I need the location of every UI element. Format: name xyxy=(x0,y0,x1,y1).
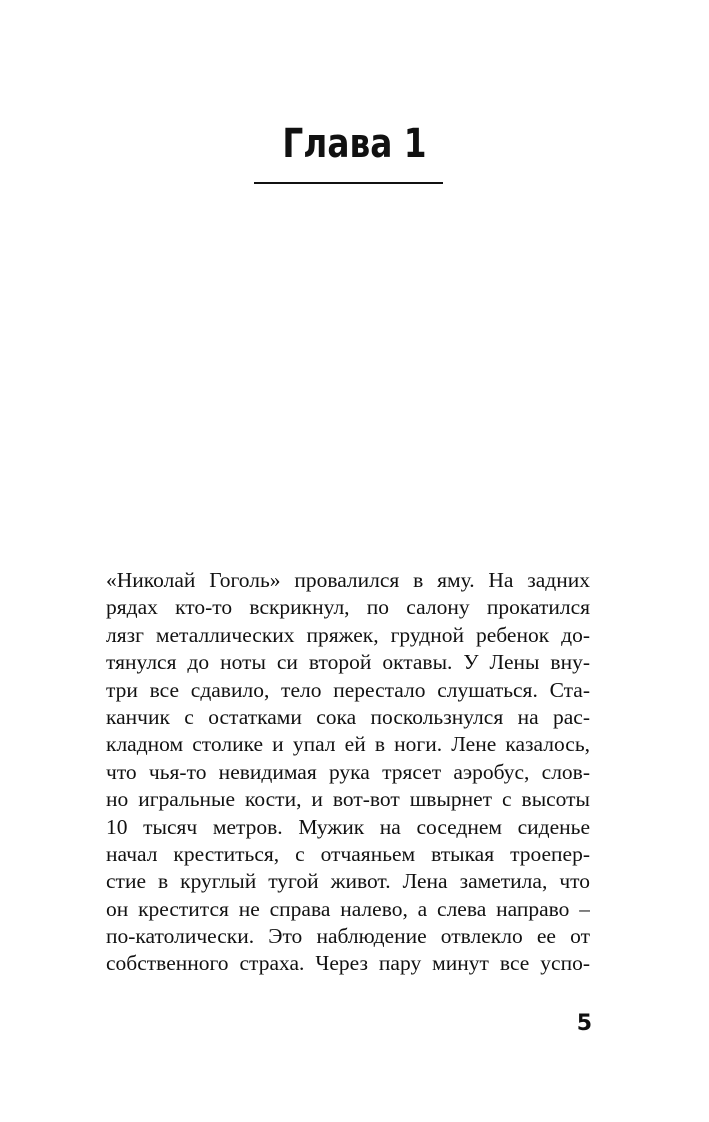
text-line: лязг металлических пряжек, грудной ребенок до- xyxy=(106,622,590,647)
text-line: рядах кто-то вскрикнул, по салону прокатился xyxy=(106,595,590,620)
text-line: три все сдавило, тело перестало слушаться. Ста- xyxy=(106,677,590,702)
text-line: канчик с остатками сока поскользнулся на рас- xyxy=(106,704,590,729)
text-line: «Николай Гоголь» провалился в яму. На задних xyxy=(106,568,590,592)
text-line: кладном столике и упал ей в ноги. Лене казалось, xyxy=(106,732,590,757)
chapter-title: Глава 1 xyxy=(282,121,427,167)
page-number: 5 xyxy=(576,1011,592,1036)
text-line: стие в круглый тугой живот. Лена заметила, что xyxy=(106,869,590,894)
title-underline-rule xyxy=(254,182,443,184)
text-line: но игральные кости, и вот-вот швырнет с высоты xyxy=(106,787,590,812)
text-line: собственного страха. Через пару минут все успо- xyxy=(106,951,590,976)
text-line: по-католически. Это наблюдение отвлекло ее от xyxy=(106,924,590,949)
text-line: начал креститься, с отчаяньем втыкая троепер- xyxy=(106,841,590,866)
text-line: он крестится не справа налево, а слева направо – xyxy=(106,896,590,921)
text-line: тянулся до ноты си второй октавы. У Лены вну- xyxy=(106,650,590,675)
text-line: 10 тысяч метров. Мужик на соседнем сиденье xyxy=(106,814,590,839)
body-text xyxy=(106,567,590,978)
text-line: что чья-то невидимая рука трясет аэробус, слов- xyxy=(106,759,590,784)
